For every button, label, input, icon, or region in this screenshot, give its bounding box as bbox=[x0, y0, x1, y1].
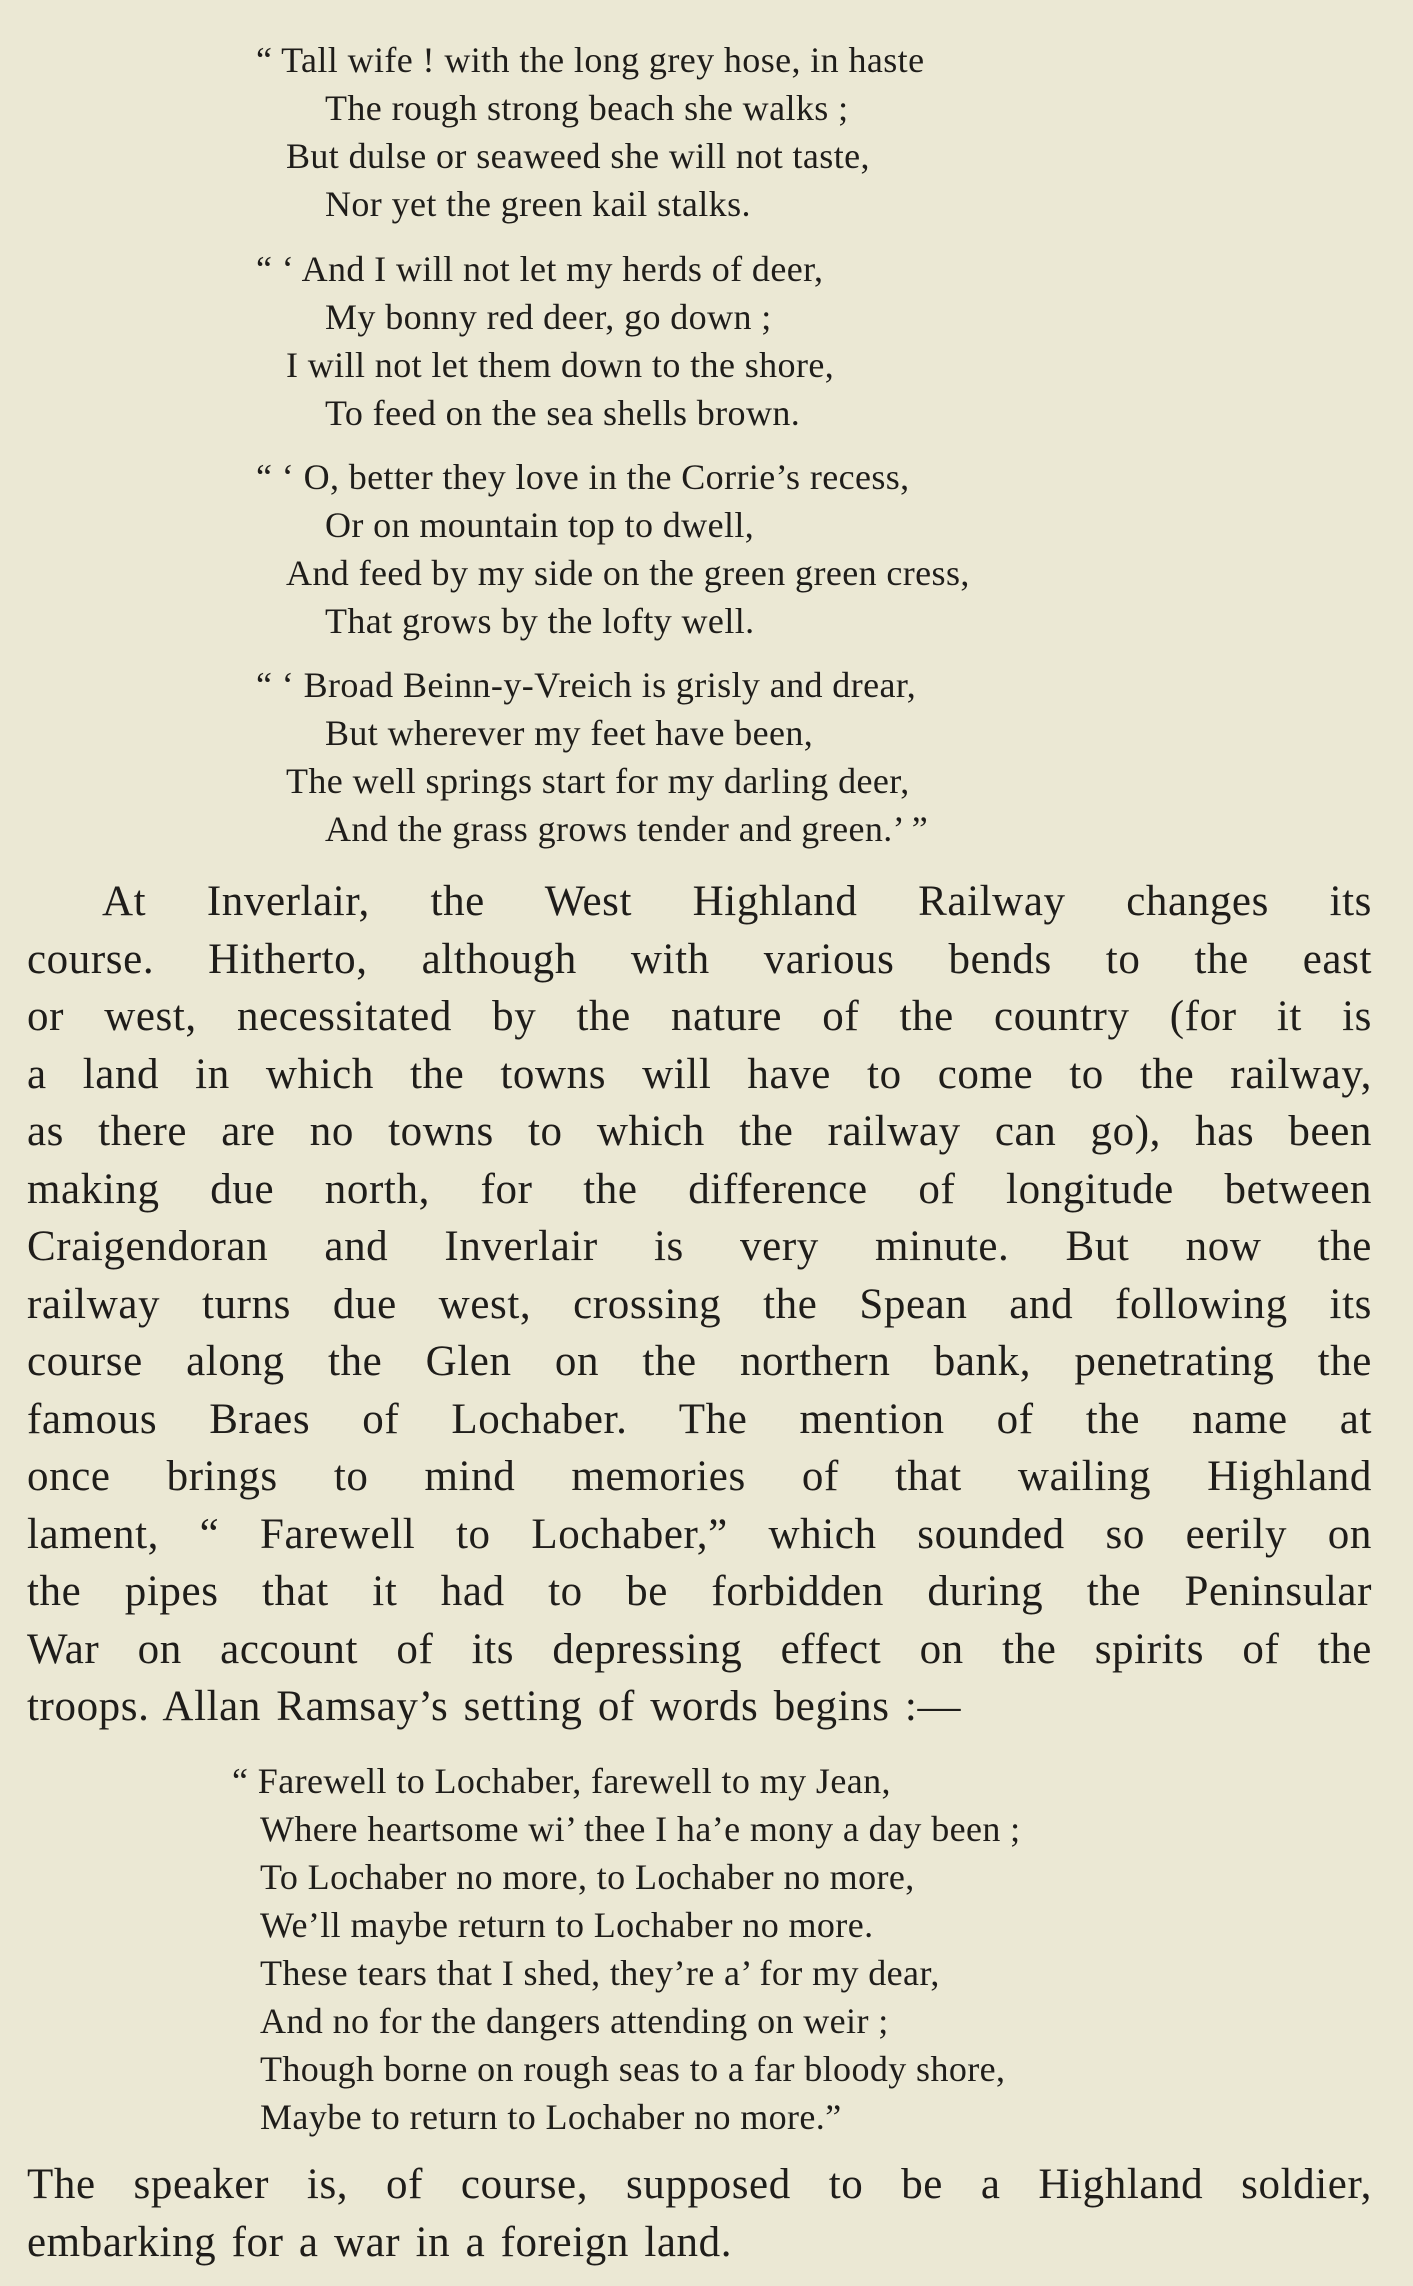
paragraph-line: War on account of its depressing effect on the spirits of the bbox=[27, 1625, 1372, 1673]
poem-line: Maybe to return to Lochaber no more.” bbox=[260, 2097, 842, 2137]
poem-line: Or on mountain top to dwell, bbox=[325, 505, 755, 545]
paragraph-line: troops. Allan Ramsay’s setting of words begins :— bbox=[27, 1683, 962, 1730]
poem-line: “ Tall wife ! with the long grey hose, in haste bbox=[256, 40, 925, 80]
poem-line: And feed by my side on the green green cress, bbox=[286, 553, 970, 593]
poem-line: “ ‘ O, better they love in the Corrie’s recess, bbox=[256, 457, 910, 497]
paragraph-line: At Inverlair, the West Highland Railway changes its bbox=[102, 878, 1372, 925]
poem-line: Though borne on rough seas to a far bloody shore, bbox=[260, 2049, 1006, 2089]
poem-line: But wherever my feet have been, bbox=[325, 713, 814, 753]
poem-line: I will not let them down to the shore, bbox=[286, 345, 835, 385]
paragraph-line: the pipes that it had to be forbidden during the Peninsular bbox=[27, 1568, 1372, 1615]
poem-line: And no for the dangers attending on weir ; bbox=[260, 2001, 889, 2041]
poem-line: My bonny red deer, go down ; bbox=[325, 297, 772, 337]
paragraph-line: once brings to mind memories of that wailing Highland bbox=[27, 1453, 1372, 1500]
poem-line: “ ‘ Broad Beinn-y-Vreich is grisly and drear, bbox=[256, 665, 917, 705]
paragraph-line: The speaker is, of course, supposed to be a Highland soldier, bbox=[27, 2161, 1372, 2208]
poem-line: The rough strong beach she walks ; bbox=[325, 88, 849, 128]
paragraph-line: a land in which the towns will have to come to the railway, bbox=[27, 1050, 1372, 1098]
poem-line: But dulse or seaweed she will not taste, bbox=[286, 136, 870, 176]
poem-line: To Lochaber no more, to Lochaber no more, bbox=[260, 1857, 915, 1897]
poem-line: The well springs start for my darling deer, bbox=[286, 761, 910, 801]
paragraph-line: railway turns due west, crossing the Spean and following its bbox=[27, 1280, 1372, 1328]
paragraph-line: as there are no towns to which the railway can go), has been bbox=[27, 1108, 1372, 1155]
poem-line: These tears that I shed, they’re a’ for my dear, bbox=[260, 1953, 940, 1993]
poem-line: Where heartsome wi’ thee I ha’e mony a day been ; bbox=[260, 1809, 1021, 1849]
paragraph-line: famous Braes of Lochaber. The mention of the name at bbox=[27, 1395, 1372, 1443]
poem-line: “ ‘ And I will not let my herds of deer, bbox=[256, 249, 824, 289]
paragraph-line: or west, necessitated by the nature of the country (for it is bbox=[27, 993, 1372, 1040]
paragraph-line: Craigendoran and Inverlair is very minute. But now the bbox=[27, 1223, 1372, 1270]
paragraph-line: course. Hitherto, although with various bends to the east bbox=[27, 935, 1372, 983]
paragraph-line: making due north, for the difference of longitude between bbox=[27, 1165, 1372, 1213]
poem-line: That grows by the lofty well. bbox=[325, 601, 755, 641]
paragraph-line: embarking for a war in a foreign land. bbox=[27, 2218, 733, 2266]
paragraph-inverlair bbox=[27, 873, 1372, 1736]
poem-line: We’ll maybe return to Lochaber no more. bbox=[260, 1905, 874, 1945]
poem-line: Nor yet the green kail stalks. bbox=[325, 184, 751, 224]
poem-line: To feed on the sea shells brown. bbox=[325, 393, 801, 433]
poem-line: And the grass grows tender and green.’ ” bbox=[325, 809, 929, 849]
paragraph-line: lament, “ Farewell to Lochaber,” which sounded so eerily on bbox=[27, 1510, 1372, 1558]
poem-line: “ Farewell to Lochaber, farewell to my Jean, bbox=[232, 1761, 891, 1801]
paragraph-line: course along the Glen on the northern bank, penetrating the bbox=[27, 1338, 1372, 1385]
paragraph-speaker bbox=[27, 2156, 1372, 2271]
